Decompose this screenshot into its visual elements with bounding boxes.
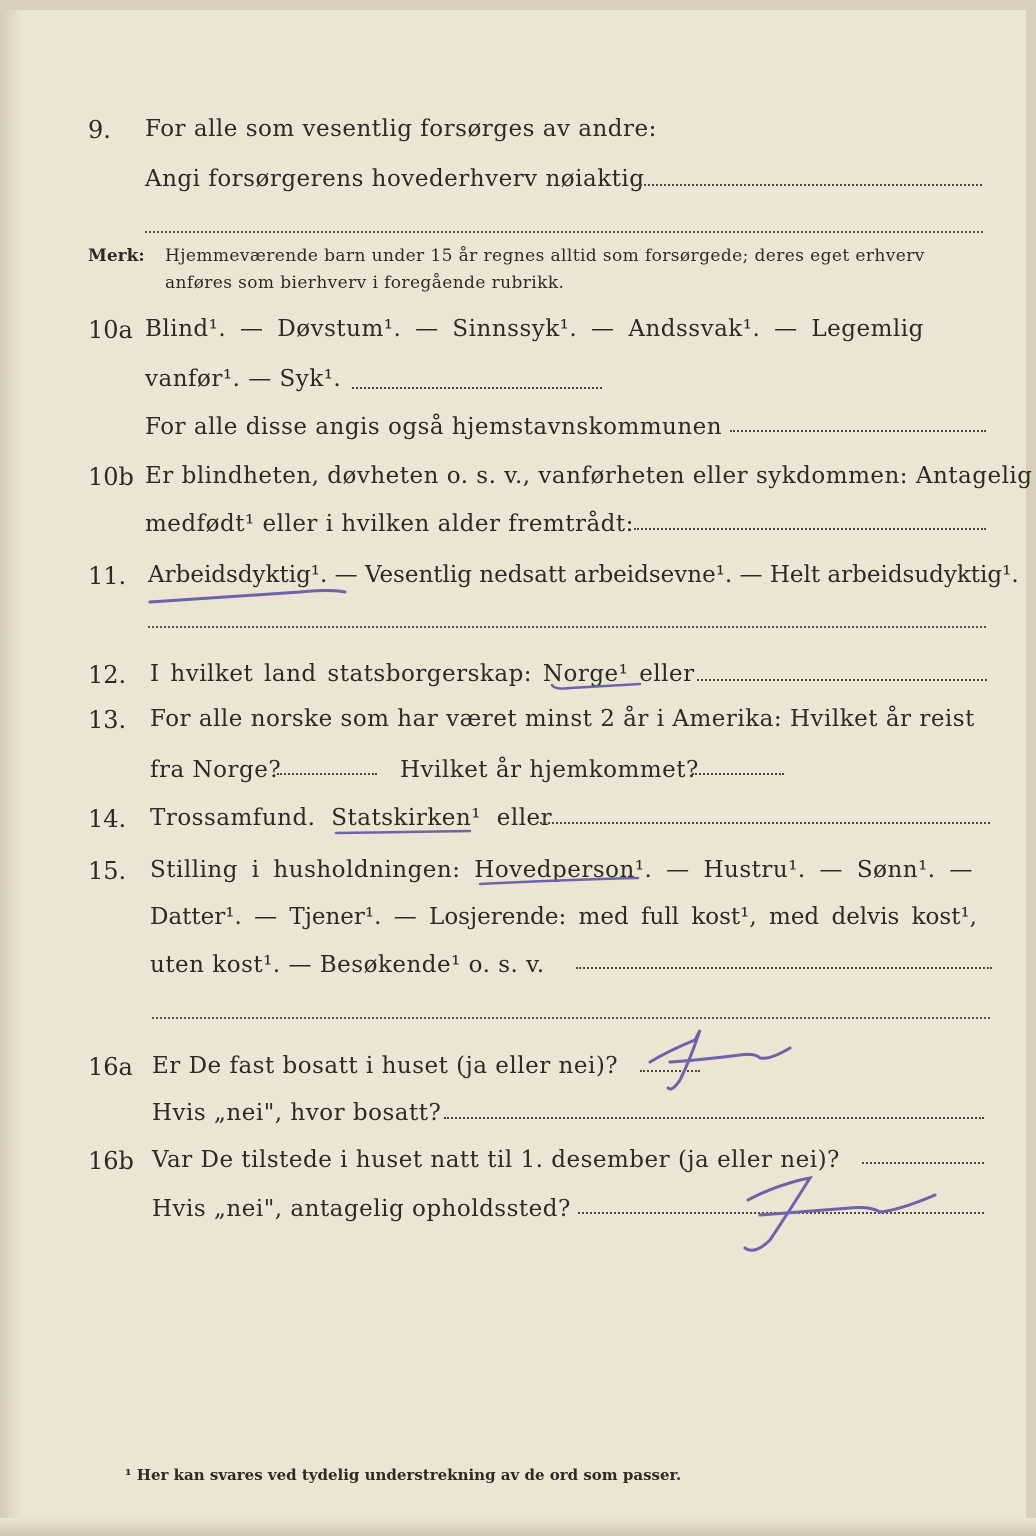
question-number: 13. <box>88 706 127 734</box>
question-number: 15. <box>88 857 127 885</box>
question-number: 10a <box>88 316 133 344</box>
question-number: 11. <box>88 562 127 590</box>
question-text: Trossamfund. Statskirken¹ eller <box>150 805 553 831</box>
question-text: fra Norge? <box>150 757 282 783</box>
question-text: Var De tilstede i huset natt til 1. desember (ja eller nei)? <box>152 1147 840 1173</box>
note-text: anføres som bierhverv i foregående rubrikk. <box>165 273 565 293</box>
question-text: Datter¹. — Tjener¹. — Losjerende: med full kost¹, med delvis kost¹, <box>150 904 977 930</box>
question-text: medfødt¹ eller i hvilken alder fremtrådt: <box>145 511 634 537</box>
note-label: Merk: <box>88 246 145 266</box>
question-text: Angi forsørgerens hovederhverv nøiaktig <box>145 166 645 192</box>
question-text: vanfør¹. — Syk¹. <box>145 366 342 392</box>
question-text: Er De fast bosatt i huset (ja eller nei)? <box>152 1053 619 1079</box>
question-number: 10b <box>88 463 134 491</box>
question-text: For alle disse angis også hjemstavnskommunen <box>145 414 723 440</box>
underline-statskirken <box>336 831 470 833</box>
question-text: Stilling i husholdningen: Hovedperson¹. — Hustru¹. — Sønn¹. — <box>150 857 973 883</box>
question-text: uten kost¹. — Besøkende¹ o. s. v. <box>150 952 545 978</box>
question-number: 16a <box>88 1053 133 1081</box>
underline-norge <box>552 684 640 689</box>
question-text: I hvilket land statsborgerskap: Norge¹ eller <box>150 661 695 687</box>
answer-16a-ja <box>650 1030 790 1089</box>
question-number: 9. <box>88 116 111 144</box>
underline-hovedperson <box>480 878 638 884</box>
answer-16b-ja <box>745 1178 935 1250</box>
question-text: Hvis „nei", antagelig opholdssted? <box>152 1196 571 1222</box>
question-text: Er blindheten, døvheten o. s. v., vanførheten eller sykdommen: Antagelig <box>145 463 1033 489</box>
question-number: 16b <box>88 1147 134 1175</box>
question-text: Arbeidsdyktig¹. — Vesentlig nedsatt arbeidsevne¹. — Helt arbeidsudyktig¹. <box>148 562 1019 588</box>
note-text: Hjemmeværende barn under 15 år regnes alltid som forsørgede; deres eget erhverv <box>165 246 925 266</box>
question-number: 12. <box>88 661 127 689</box>
question-text: For alle norske som har været minst 2 år i Amerika: Hvilket år reist <box>150 706 975 732</box>
underline-arbeidsdyktig <box>150 591 345 603</box>
footnote: ¹ Her kan svares ved tydelig understrekning av de ord som passer. <box>125 1466 682 1484</box>
question-text: For alle som vesentlig forsørges av andre: <box>145 116 657 142</box>
question-text: Hvilket år hjemkommet? <box>400 757 699 783</box>
question-number: 14. <box>88 805 127 833</box>
question-text: Blind¹. — Døvstum¹. — Sinnssyk¹. — Andssvak¹. — Legemlig <box>145 316 924 342</box>
question-text: Hvis „nei", hvor bosatt? <box>152 1100 442 1126</box>
